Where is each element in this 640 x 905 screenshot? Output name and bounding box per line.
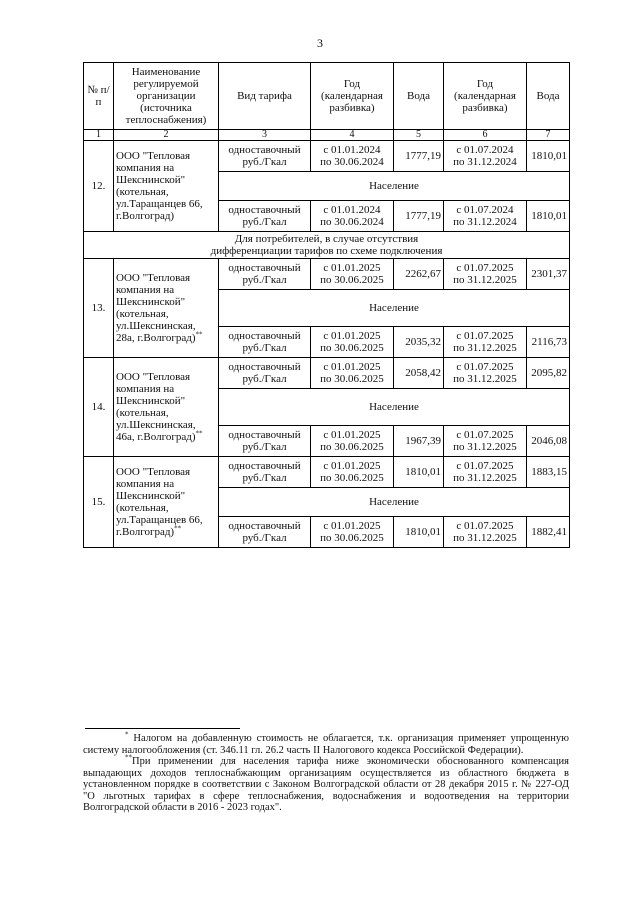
- period-2-cell: [444, 259, 527, 290]
- tariff-type: одноставочный: [228, 330, 301, 342]
- period-start: с 01.01.2024: [323, 144, 381, 156]
- period-end: по 31.12.2024: [453, 156, 517, 168]
- note-line: Для потребителей, в случае отсутствия: [234, 233, 419, 245]
- period-end: по 31.12.2025: [453, 532, 517, 544]
- period-start: с 01.07.2025: [456, 330, 514, 342]
- water-value-2: 2116,73: [527, 327, 570, 358]
- header-water-2: Вода: [527, 63, 570, 130]
- organization-name: ООО "Тепловая компания на Шекснинской" (котельная, ул.Таращанцев 66, г.Волгоград): [116, 150, 203, 222]
- period-start: с 01.01.2025: [323, 460, 381, 472]
- water-value-1: 1810,01: [394, 457, 444, 488]
- tariff-type-cell: [219, 517, 311, 548]
- water-value-2: 1810,01: [527, 141, 570, 172]
- period-start: с 01.07.2025: [456, 460, 514, 472]
- population-label: Население: [219, 172, 570, 201]
- tariff-type-cell: [219, 141, 311, 172]
- water-value-1: 2058,42: [394, 358, 444, 389]
- period-1-cell: [311, 259, 394, 290]
- tariff-type: одноставочный: [228, 204, 301, 216]
- tariff-type: одноставочный: [228, 460, 301, 472]
- tariff-unit: руб./Гкал: [242, 373, 287, 385]
- tariff-type: одноставочный: [228, 144, 301, 156]
- organization-cell: [114, 457, 219, 548]
- tariff-type: одноставочный: [228, 361, 301, 373]
- period-end: по 30.06.2025: [320, 342, 384, 354]
- period-end: по 31.12.2025: [453, 472, 517, 484]
- table-row: [84, 358, 570, 389]
- period-end: по 30.06.2025: [320, 532, 384, 544]
- organization-name: ООО "Тепловая компания на Шекснинской" (котельная, ул.Шекснинская, 46а, г.Волгоград): [116, 371, 196, 443]
- column-number-row: [84, 130, 570, 141]
- table-row: [84, 141, 570, 172]
- tariff-unit: руб./Гкал: [242, 441, 287, 453]
- period-1-cell: [311, 426, 394, 457]
- footnote-mark: **: [195, 330, 203, 339]
- footnote-mark: **: [195, 429, 203, 438]
- period-2-cell: [444, 517, 527, 548]
- tariff-type-cell: [219, 426, 311, 457]
- footnote-mark: **: [174, 524, 182, 533]
- row-number: 14.: [84, 358, 114, 457]
- column-number: 6: [444, 130, 527, 141]
- period-start: с 01.07.2025: [456, 429, 514, 441]
- tariff-unit: руб./Гкал: [242, 274, 287, 286]
- tariff-type-cell: [219, 259, 311, 290]
- water-value-1: 1777,19: [394, 141, 444, 172]
- organization-name: ООО "Тепловая компания на Шекснинской" (котельная, ул.Шекснинская, 28а, г.Волгоград): [116, 272, 196, 344]
- tariff-unit: руб./Гкал: [242, 342, 287, 354]
- row-number: 13.: [84, 259, 114, 358]
- period-2-cell: [444, 141, 527, 172]
- footnote-mark: **: [125, 753, 132, 762]
- period-end: по 31.12.2025: [453, 342, 517, 354]
- water-value-2: 1810,01: [527, 201, 570, 232]
- water-value-1: 1777,19: [394, 201, 444, 232]
- table-row: [84, 457, 570, 488]
- tariff-type: одноставочный: [228, 429, 301, 441]
- period-end: по 30.06.2025: [320, 472, 384, 484]
- organization-cell: [114, 141, 219, 232]
- period-2-cell: [444, 327, 527, 358]
- period-start: с 01.01.2025: [323, 262, 381, 274]
- period-end: по 31.12.2024: [453, 216, 517, 228]
- period-1-cell: [311, 201, 394, 232]
- row-number: 12.: [84, 141, 114, 232]
- period-start: с 01.01.2025: [323, 429, 381, 441]
- period-end: по 30.06.2025: [320, 274, 384, 286]
- period-start: с 01.07.2025: [456, 262, 514, 274]
- period-2-cell: [444, 426, 527, 457]
- period-end: по 31.12.2025: [453, 373, 517, 385]
- organization-cell: [114, 259, 219, 358]
- table-row: [84, 232, 570, 259]
- row-number: 15.: [84, 457, 114, 548]
- tariff-type-cell: [219, 457, 311, 488]
- period-2-cell: [444, 201, 527, 232]
- period-1-cell: [311, 327, 394, 358]
- period-end: по 30.06.2024: [320, 216, 384, 228]
- header-water-1: Вода: [394, 63, 444, 130]
- period-start: с 01.07.2025: [456, 361, 514, 373]
- column-number: 1: [84, 130, 114, 141]
- tariff-unit: руб./Гкал: [242, 532, 287, 544]
- header-org: Наименование регулируемой организации (источника теплоснабжения): [114, 63, 219, 130]
- header-tariff-type: Вид тарифа: [219, 63, 311, 130]
- population-label: Население: [219, 290, 570, 327]
- water-value-2: 2046,08: [527, 426, 570, 457]
- table-header-row: [84, 63, 570, 130]
- population-label: Население: [219, 389, 570, 426]
- period-start: с 01.01.2025: [323, 330, 381, 342]
- period-end: по 30.06.2025: [320, 441, 384, 453]
- period-2-cell: [444, 358, 527, 389]
- population-label: Население: [219, 488, 570, 517]
- water-value-2: 2301,37: [527, 259, 570, 290]
- column-number: 5: [394, 130, 444, 141]
- period-end: по 30.06.2025: [320, 373, 384, 385]
- column-number: 3: [219, 130, 311, 141]
- footnote-text: При применении для населения тарифа ниже экономически обоснованного компенсация выпадающих доходов теплоснабжающим организациям осуществляется из областного бюджета в установленном порядке в соответствии с Законом Волгоградской области от 28 декабря 2015 г. № 227-ОД "О льготных тарифах в сфере теплоснабжения, водоснабжения и водоотведения на территории Волгоградской области в 2016 - 2023 годах".: [83, 756, 569, 813]
- header-year-2: Год (календарная разбивка): [444, 63, 527, 130]
- tariff-type-cell: [219, 327, 311, 358]
- table-row: [84, 259, 570, 290]
- water-value-2: 1883,15: [527, 457, 570, 488]
- water-value-2: 2095,82: [527, 358, 570, 389]
- header-year-1: Год (календарная разбивка): [311, 63, 394, 130]
- organization-cell: [114, 358, 219, 457]
- footnote-1: [83, 730, 569, 756]
- period-end: по 31.12.2025: [453, 274, 517, 286]
- tariff-type-cell: [219, 201, 311, 232]
- period-2-cell: [444, 457, 527, 488]
- note-line: дифференциации тарифов по схеме подключения: [210, 245, 443, 257]
- footnote-text: Налогом на добавленную стоимость не облагается, т.к. организация применяет упрощенную систему налогообложения (ст. 346.11 гл. 26.2 часть II Налогового кодекса Российской Федерации).: [83, 733, 569, 756]
- footnote-mark: *: [125, 730, 129, 739]
- header-num: № п/п: [84, 63, 114, 130]
- column-number: 2: [114, 130, 219, 141]
- period-end: по 31.12.2025: [453, 441, 517, 453]
- tariff-unit: руб./Гкал: [242, 156, 287, 168]
- column-number: 7: [527, 130, 570, 141]
- period-end: по 30.06.2024: [320, 156, 384, 168]
- page-number: 3: [317, 36, 323, 50]
- water-value-1: 1967,39: [394, 426, 444, 457]
- tariff-type: одноставочный: [228, 262, 301, 274]
- tariff-unit: руб./Гкал: [242, 216, 287, 228]
- period-1-cell: [311, 457, 394, 488]
- period-start: с 01.07.2024: [456, 204, 514, 216]
- period-start: с 01.07.2025: [456, 520, 514, 532]
- period-start: с 01.01.2025: [323, 520, 381, 532]
- water-value-1: 1810,01: [394, 517, 444, 548]
- footnote-divider: [85, 728, 240, 729]
- period-start: с 01.07.2024: [456, 144, 514, 156]
- period-1-cell: [311, 358, 394, 389]
- period-start: с 01.01.2025: [323, 361, 381, 373]
- tariff-type: одноставочный: [228, 520, 301, 532]
- tariff-type-cell: [219, 358, 311, 389]
- period-1-cell: [311, 141, 394, 172]
- tariff-table: [83, 62, 570, 548]
- period-start: с 01.01.2024: [323, 204, 381, 216]
- period-1-cell: [311, 517, 394, 548]
- column-number: 4: [311, 130, 394, 141]
- water-value-1: 2035,32: [394, 327, 444, 358]
- footnotes: [83, 728, 569, 814]
- no-differentiation-note: [84, 232, 570, 259]
- footnote-2: [83, 753, 569, 814]
- organization-name: ООО "Тепловая компания на Шекснинской" (котельная, ул.Таращанцев 66, г.Волгоград): [116, 466, 203, 538]
- tariff-unit: руб./Гкал: [242, 472, 287, 484]
- water-value-1: 2262,67: [394, 259, 444, 290]
- water-value-2: 1882,41: [527, 517, 570, 548]
